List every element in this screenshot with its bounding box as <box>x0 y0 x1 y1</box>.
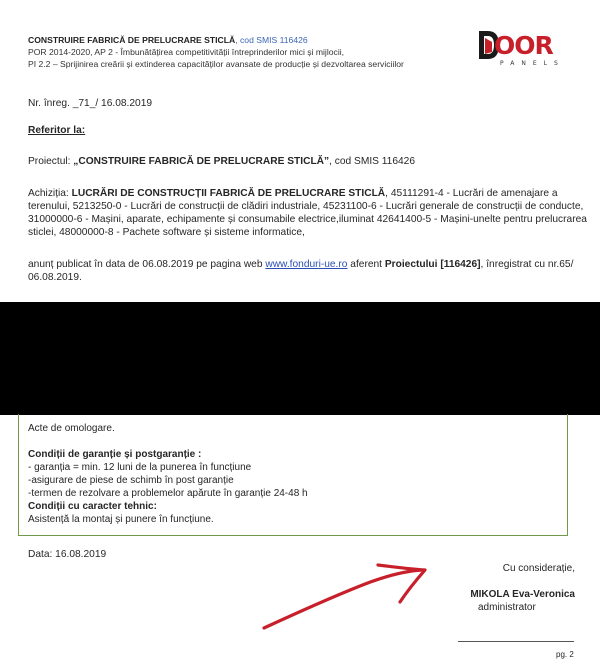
redacted-block <box>0 302 600 415</box>
red-arrow-icon <box>250 560 440 638</box>
header-priority-line: PI 2.2 – Sprijinirea creării și extinderea capacităților avansate de producție și dezvoltarea serviciilor <box>28 59 404 69</box>
page-number: pg. 2 <box>556 650 574 659</box>
logo-subtitle: PANELS <box>500 60 565 67</box>
signatory-role: administrator <box>478 602 536 613</box>
project-name: „CONSTRUIRE FABRICĂ DE PRELUCRARE STICLĂ” <box>73 156 330 167</box>
registration-number: Nr. înreg. _71_/ 16.08.2019 <box>28 98 153 109</box>
signature-line <box>458 641 574 642</box>
fonduri-ue-link[interactable]: www.fonduri-ue.ro <box>265 259 348 270</box>
reference-label: Referitor la: <box>28 125 86 136</box>
technical-title: Condiții cu caracter tehnic: <box>28 501 157 512</box>
project-title: CONSTRUIRE FABRICĂ DE PRELUCRARE STICLĂ <box>28 35 236 45</box>
header-title-line <box>28 34 308 46</box>
warranty-item: -termen de rezolvare a problemelor apărute în garanție 24-48 h <box>28 488 308 499</box>
company-logo <box>478 30 578 70</box>
project-line: Proiectul: „CONSTRUIRE FABRICĂ DE PRELUCRARE STICLĂ”, cod SMIS 116426 <box>28 156 416 167</box>
smis-code: , cod SMIS 116426 <box>235 35 308 45</box>
closing-phrase: Cu considerație, <box>502 563 575 574</box>
signatory-name: MIKOLA Eva-Veronica <box>470 589 575 600</box>
acquisition-paragraph: Achiziția: LUCRĂRI DE CONSTRUCȚII FABRICĂ DE PRELUCRARE STICLĂ, 45111291-4 - Lucrări de amenajare a terenului, 5213250-0 - Lucrări de construcții de clădiri industriale, 45231100-6 - Lucrări generale de construcții de conducte, 31000000-6 - Mașini, aparate, echipamente și consumabile electrice,iluminat 42641400-5 - Mașini-unelte pentru prelucrarea sticlei, 48000000-8 - Pachete software și sisteme informatice, <box>28 188 587 238</box>
announcement-paragraph: anunț publicat în data de 06.08.2019 pe pagina web www.fonduri-ue.ro aferent Proiectului [116426], înregistrat cu nr.65/ 06.08.2019. <box>28 259 574 283</box>
logo-word: OOR <box>494 31 553 60</box>
warranty-item: -asigurare de piese de schimb în post garanție <box>28 475 234 486</box>
acte-omologare: Acte de omologare. <box>28 423 115 434</box>
document-date: Data: 16.08.2019 <box>28 549 107 560</box>
header-program-line: POR 2014-2020, AP 2 - Îmbunătățirea competitivității întreprinderilor mici și mijlocii, <box>28 47 345 57</box>
warranty-item: - garanția = min. 12 luni de la punerea în funcțiune <box>28 462 252 473</box>
technical-text: Asistență la montaj și punere în funcțiune. <box>28 514 214 525</box>
acquisition-name: LUCRĂRI DE CONSTRUCȚII FABRICĂ DE PRELUCRARE STICLĂ <box>71 188 386 199</box>
warranty-title: Condiții de garanție și postgaranție : <box>28 449 202 460</box>
